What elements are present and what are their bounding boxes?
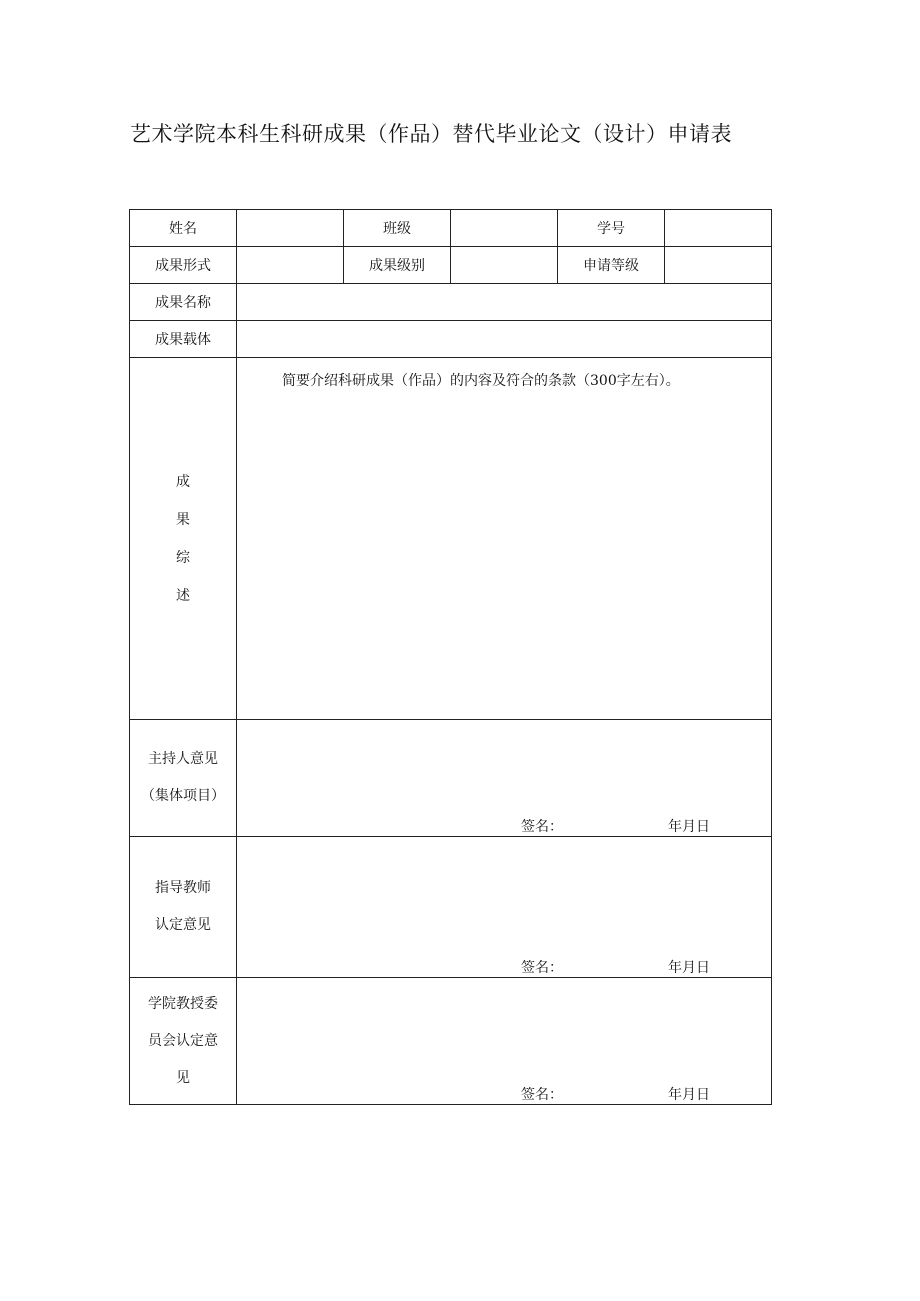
summary-label bbox=[130, 358, 237, 720]
date-label: 年月日 bbox=[668, 960, 710, 976]
signature-label: 签名： bbox=[521, 819, 563, 835]
application-form-table bbox=[129, 209, 772, 1105]
host-opinion-value-cell[interactable] bbox=[237, 720, 772, 837]
summary-label-char: 综 bbox=[176, 549, 190, 566]
apply-grade-value-cell[interactable] bbox=[665, 247, 772, 284]
form-title: 艺术学院本科生科研成果（作品）替代毕业论文（设计）申请表 bbox=[130, 122, 732, 146]
row-result-name bbox=[130, 284, 772, 321]
result-carrier-value-cell[interactable] bbox=[237, 321, 772, 358]
advisor-opinion-value-cell[interactable] bbox=[237, 837, 772, 978]
summary-value-cell[interactable] bbox=[237, 358, 772, 720]
date-label: 年月日 bbox=[668, 819, 710, 835]
committee-opinion-value-cell[interactable] bbox=[237, 978, 772, 1105]
result-level-label: 成果级别 bbox=[344, 247, 451, 284]
row-host-opinion bbox=[130, 720, 772, 837]
row-committee-opinion bbox=[130, 978, 772, 1105]
result-carrier-label: 成果载体 bbox=[130, 321, 237, 358]
committee-opinion-label-line: 学院教授委 bbox=[148, 995, 218, 1012]
advisor-opinion-label-line: 指导教师 bbox=[155, 880, 211, 896]
name-label: 姓名 bbox=[130, 210, 237, 247]
class-value-cell[interactable] bbox=[451, 210, 558, 247]
summary-label-char: 果 bbox=[176, 511, 190, 528]
signature-label: 签名： bbox=[521, 1087, 563, 1103]
advisor-opinion-label bbox=[130, 837, 237, 978]
row-advisor-opinion bbox=[130, 837, 772, 978]
row-result-carrier bbox=[130, 321, 772, 358]
advisor-opinion-label-line: 认定意见 bbox=[155, 917, 211, 933]
student-id-label: 学号 bbox=[558, 210, 665, 247]
result-form-label: 成果形式 bbox=[130, 247, 237, 284]
summary-label-char: 成 bbox=[176, 473, 190, 490]
date-label: 年月日 bbox=[668, 1087, 710, 1103]
row-basic-info-1 bbox=[130, 210, 772, 247]
row-basic-info-2 bbox=[130, 247, 772, 284]
committee-opinion-label-line: 员会认定意 bbox=[148, 1032, 218, 1049]
signature-label: 签名： bbox=[521, 960, 563, 976]
host-opinion-label-line: （集体项目） bbox=[141, 788, 225, 804]
summary-hint: 简要介绍科研成果（作品）的内容及符合的条款（300字左右）。 bbox=[282, 373, 680, 389]
result-form-value-cell[interactable] bbox=[237, 247, 344, 284]
name-value-cell[interactable] bbox=[237, 210, 344, 247]
host-opinion-label bbox=[130, 720, 237, 837]
committee-opinion-label-line: 见 bbox=[176, 1069, 190, 1086]
result-name-value-cell[interactable] bbox=[237, 284, 772, 321]
student-id-value-cell[interactable] bbox=[665, 210, 772, 247]
row-result-summary bbox=[130, 358, 772, 720]
result-level-value-cell[interactable] bbox=[451, 247, 558, 284]
class-label: 班级 bbox=[344, 210, 451, 247]
apply-grade-label: 申请等级 bbox=[558, 247, 665, 284]
host-opinion-label-line: 主持人意见 bbox=[148, 751, 218, 767]
summary-label-char: 述 bbox=[176, 587, 190, 604]
committee-opinion-label bbox=[130, 978, 237, 1105]
result-name-label: 成果名称 bbox=[130, 284, 237, 321]
